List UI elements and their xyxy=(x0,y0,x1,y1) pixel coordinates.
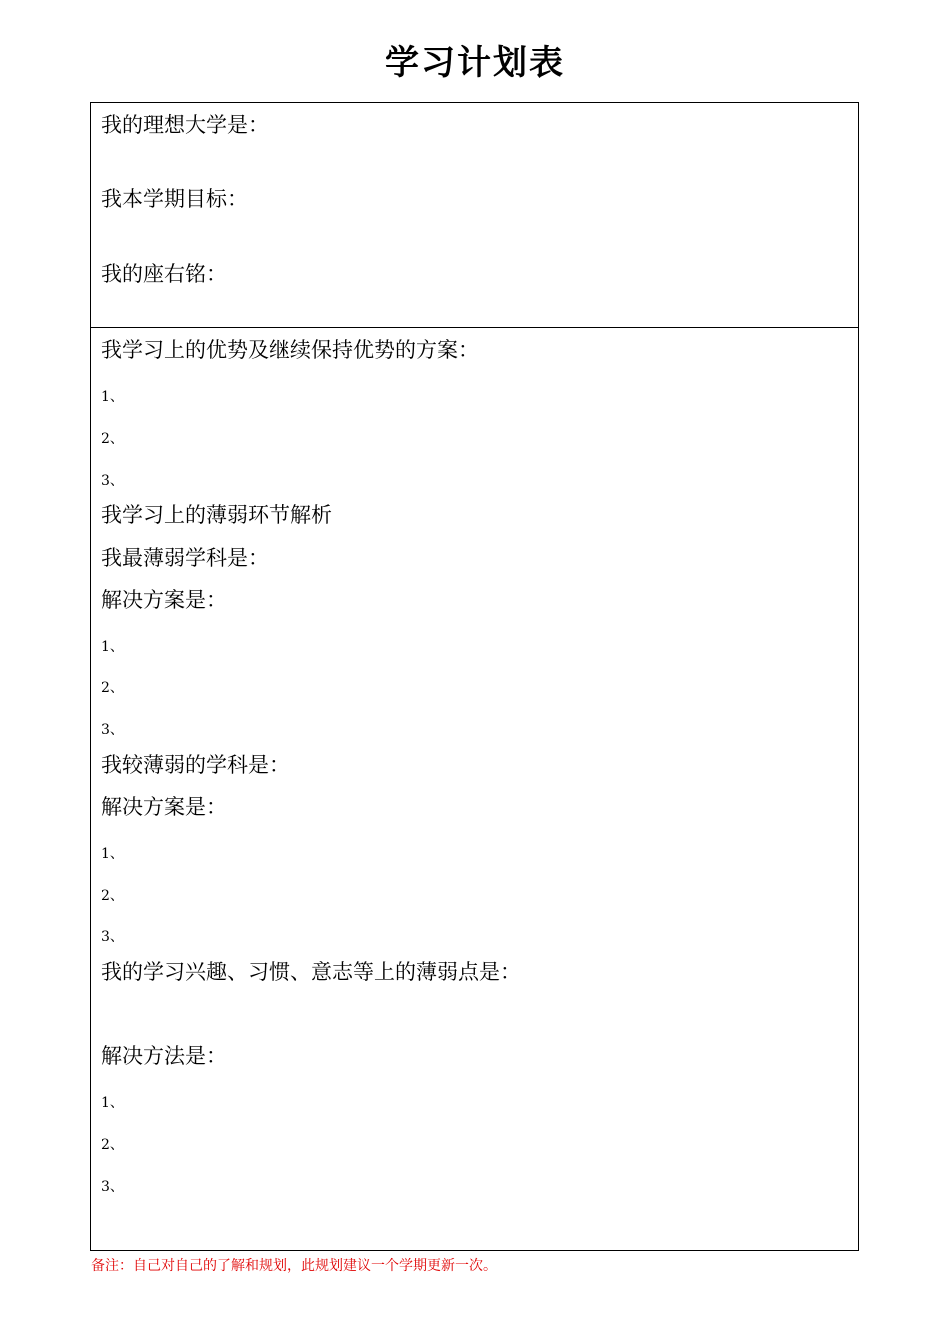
habits-weakness-label: 我的学习兴趣、习惯、意志等上的薄弱点是： xyxy=(101,960,521,984)
habits-solution-label: 解决方法是： xyxy=(101,1044,227,1068)
page-title: 学习计划表 xyxy=(385,43,565,83)
strengths-heading: 我学习上的优势及继续保持优势的方案： xyxy=(101,338,479,362)
weakest-solution-label: 解决方案是： xyxy=(101,588,227,612)
weaker-item-2: 2、 xyxy=(101,888,124,904)
footnote: 备注：自己对自己的了解和规划，此规划建议一个学期更新一次。 xyxy=(91,1258,497,1274)
weakest-item-2: 2、 xyxy=(101,680,124,696)
weakest-subject-label: 我最薄弱学科是： xyxy=(101,546,269,570)
weakest-item-1: 1、 xyxy=(101,639,124,655)
ideal-university-label: 我的理想大学是： xyxy=(101,113,269,137)
strength-item-2: 2、 xyxy=(101,431,124,447)
section-divider xyxy=(91,327,858,328)
strength-item-1: 1、 xyxy=(101,389,124,405)
semester-goal-label: 我本学期目标： xyxy=(101,187,248,211)
weaker-item-3: 3、 xyxy=(101,929,124,945)
weaker-subject-label: 我较薄弱的学科是： xyxy=(101,753,290,777)
plan-table xyxy=(90,102,859,1251)
motto-label: 我的座右铭： xyxy=(101,262,227,286)
habits-item-2: 2、 xyxy=(101,1137,124,1153)
weakness-heading: 我学习上的薄弱环节解析 xyxy=(101,503,332,527)
habits-item-1: 1、 xyxy=(101,1095,124,1111)
habits-item-3: 3、 xyxy=(101,1179,124,1195)
weakest-item-3: 3、 xyxy=(101,722,124,738)
weaker-solution-label: 解决方案是： xyxy=(101,795,227,819)
strength-item-3: 3、 xyxy=(101,473,124,489)
weaker-item-1: 1、 xyxy=(101,846,124,862)
